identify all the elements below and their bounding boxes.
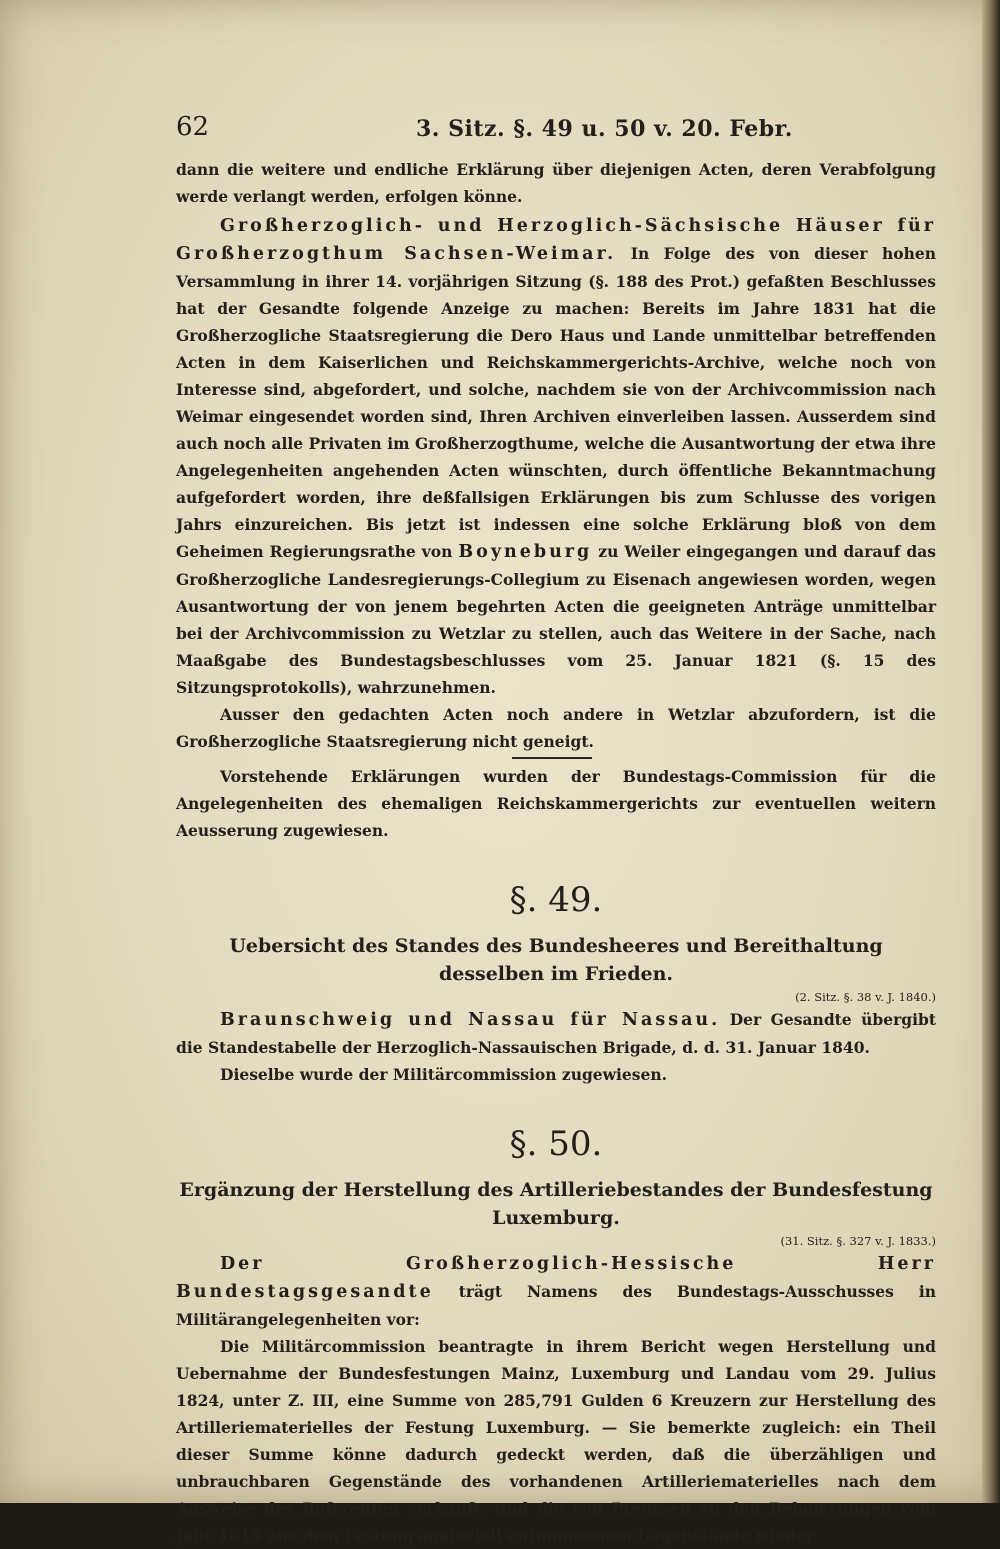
section-49-title: Uebersicht des Standes des Bundesheeres und Bereithaltung desselben im Frieden. [229, 935, 883, 985]
paragraph-continuation: dann die weitere und endliche Erklärung über diejenigen Acten, deren Verabfolgung werde verlangt werden, erfolgen könne. [176, 160, 936, 206]
paragraph-wetzlar: Ausser den gedachten Acten noch andere in Wetzlar abzufordern, ist die Großherzogliche Staatsregierung nicht geneigt. [176, 705, 936, 751]
body-text [176, 156, 936, 1549]
paragraph-weimar-heading: Großherzoglich- und Herzoglich-Sächsische Häuser für Großherzogthum Sachsen-Weimar. [176, 216, 936, 264]
section-50-number: §. 50. [509, 1124, 603, 1164]
separator-rule [512, 757, 592, 759]
section-49-paragraph [176, 1006, 936, 1061]
section-49-body: Der Gesandte übergibt die Standestabelle der Herzoglich-Nassauischen Brigade, d. d. 31. Januar 1840. [176, 1010, 937, 1057]
section-50-title: Ergänzung der Herstellung des Artilleriebestandes der Bundesfestung Luxemburg. [179, 1179, 933, 1229]
section-50-intro [176, 1250, 936, 1333]
paragraph-weimar [176, 212, 936, 701]
section-50-heading-rest: trägt Namens des Bundestags-Ausschusses in Militärangelegenheiten vor: [176, 1282, 936, 1329]
book-spine-edge [982, 0, 1000, 1503]
section-50-reference: (31. Sitz. §. 327 v. J. 1833.) [780, 1234, 936, 1248]
section-49-note: Dieselbe wurde der Militärcommission zugewiesen. [220, 1065, 668, 1084]
paragraph-weimar-body-end: zu Weiler eingegangen und darauf das Großherzogliche Landesregierungs-Collegium zu Eisenach angewiesen worden, wegen Ausantwortung der von jenem begehrten Acten die geeigneten Anträge unmittelbar bei der Archivcommission zu Wetzlar zu stellen, auch das Weitere in der Sache, nach Maaßgabe des Bundestagsbeschlusses vom 25. Januar 1821 (§. 15 des Sitzungsprotokolls), wahrzunehmen. [176, 542, 936, 697]
section-49-number: §. 49. [509, 880, 603, 920]
section-49-reference: (2. Sitz. §. 38 v. J. 1840.) [795, 990, 936, 1004]
section-50-heading: Der Großherzoglich-Hessische Herr Bundestagsgesandte [176, 1254, 936, 1302]
page-number: 62 [176, 112, 210, 142]
paragraph-commission: Vorstehende Erklärungen wurden der Bundestags-Commission für die Angelegenheiten des ehemaligen Reichskammergerichts zur eventuellen weitern Aeusserung zugewiesen. [176, 767, 936, 840]
paragraph-weimar-body: In Folge des von dieser hohen Versammlung in ihrer 14. vorjährigen Sitzung (§. 188 des Prot.) gefaßten Beschlusses hat der Gesandte folgende Anzeige zu machen: Bereits im Jahre 1831 hat die Großherzogliche Staatsregierung die Dero Haus und Lande unmittelbar betreffenden Acten in dem Kaiserlichen und Reichskammergerichts-Archive, welche noch von Interesse sind, abgefordert, und solche, nachdem sie von der Archivcommission nach Weimar eingesendet worden sind, Ihren Archiven einverleiben lassen. Ausserdem sind auch noch alle Privaten im Großherzogthume, welche die Ausantwortung der etwa ihre Angelegenheiten angehenden Acten wünschten, durch öffentliche Bekanntmachung aufgefordert worden, ihre deßfallsigen Erklärungen bis zum Schlusse des vorigen Jahrs einzureichen. Bis jetzt ist indessen eine solche Erklärung bloß von dem Geheimen Regierungsrathe von [176, 244, 936, 561]
section-49-heading: Braunschweig und Nassau für Nassau. [220, 1010, 721, 1030]
running-title: 3. Sitz. §. 49 u. 50 v. 20. Febr. [416, 116, 793, 142]
paragraph-weimar-name: Boyneburg [458, 542, 593, 562]
page-header [176, 108, 824, 148]
section-50-body: Die Militärcommission beantragte in ihrem Bericht wegen Herstellung und Uebernahme der Bundesfestungen Mainz, Luxemburg und Landau vom 29. Julius 1824, unter Z. III, eine Summe von 285,791 Gulden 6 Kreuzern zur Herstellung des Artilleriematerielles der Festung Luxemburg. — Sie bemerkte zugleich: ein Theil dieser Summe könne dadurch gedeckt werden, daß die überzähligen und unbrauchbaren Gegenstände des vorhandenen Artilleriematerielles nach dem Ausweise des Referenten verkauft, und die von Preussen zu den Belagerungen vom Jahr 1815 aus dem Festungsmateriell entnommenen Gegenstände wieder [176, 1337, 936, 1545]
